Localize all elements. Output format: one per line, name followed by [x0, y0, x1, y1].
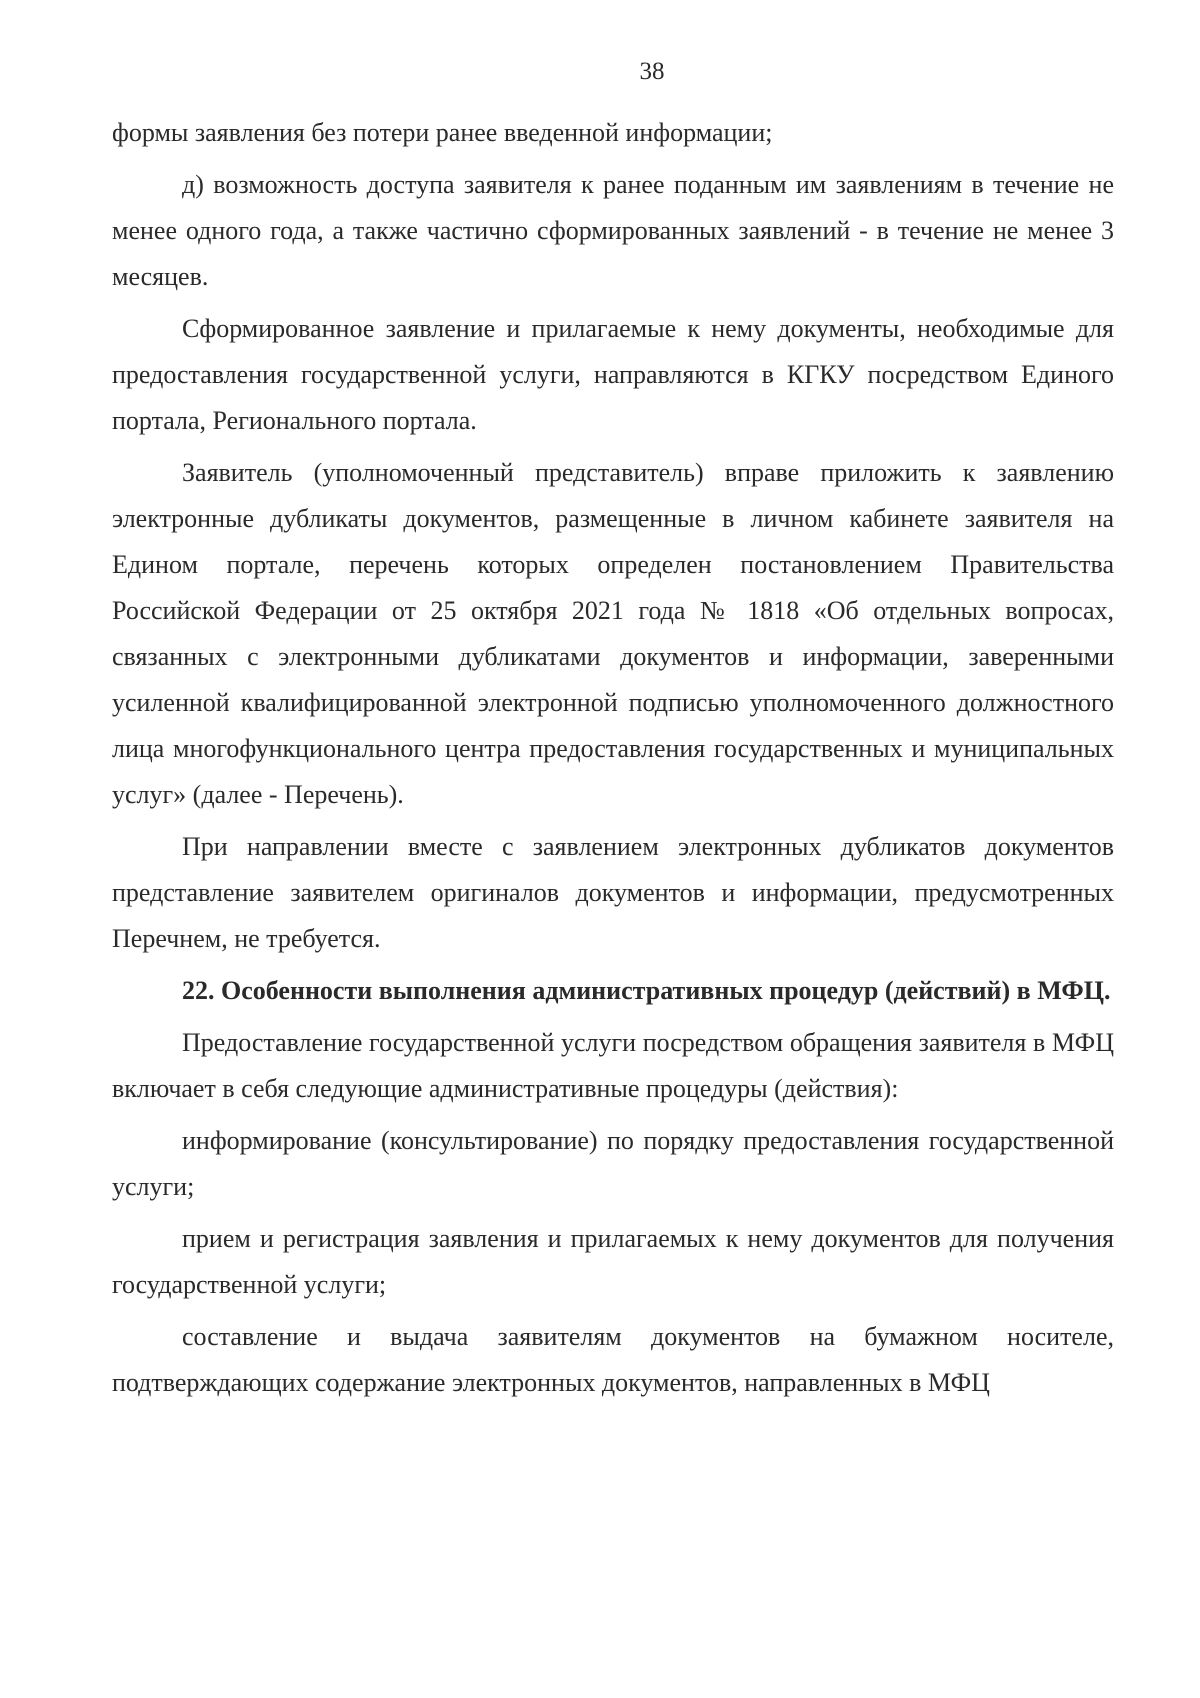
paragraph-originals: При направлении вместе с заявлением электронных дубликатов документов представление заявителем оригиналов документов и информации, предусмотренных Перечнем, не требуется.	[112, 832, 1114, 953]
list-item-reception: прием и регистрация заявления и прилагаемых к нему документов для получения государственной услуги;	[112, 1224, 1114, 1299]
paragraph-continuation: формы заявления без потери ранее введенной информации;	[112, 118, 773, 147]
paragraph-duplicates: Заявитель (уполномоченный представитель) вправе приложить к заявлению электронные дубликаты документов, размещенные в личном кабинете заявителя на Едином портале, перечень которых определен постановлением Правительства Российской Федерации от 25 октября 2021 года № 1818 «Об отдельных вопросах, связанных с электронными дубликатами документов и информации, заверенными усиленной квалифицированной электронной подписью уполномоченного должностного лица многофункционального центра предоставления государственных и муниципальных услуг» (далее - Перечень).	[112, 458, 1114, 809]
list-item-issuance: составление и выдача заявителям документов на бумажном носителе, подтверждающих содержание электронных документов, направленных в МФЦ	[112, 1322, 1114, 1397]
page-number: 38	[639, 58, 665, 85]
paragraph-access: д) возможность доступа заявителя к ранее поданным им заявлениям в течение не менее одного года, а также частично сформированных заявлений - в течение не менее 3 месяцев.	[112, 170, 1114, 291]
section-heading: 22. Особенности выполнения административных процедур (действий) в МФЦ.	[182, 976, 1111, 1005]
document-body	[112, 110, 1114, 1406]
paragraph-mfc-procedures: Предоставление государственной услуги посредством обращения заявителя в МФЦ включает в себя следующие административные процедуры (действия):	[112, 1028, 1114, 1103]
list-item-informing: информирование (консультирование) по порядку предоставления государственной услуги;	[112, 1126, 1114, 1201]
paragraph-formed-application: Сформированное заявление и прилагаемые к нему документы, необходимые для предоставления государственной услуги, направляются в КГКУ посредством Единого портала, Регионального портала.	[112, 314, 1114, 435]
